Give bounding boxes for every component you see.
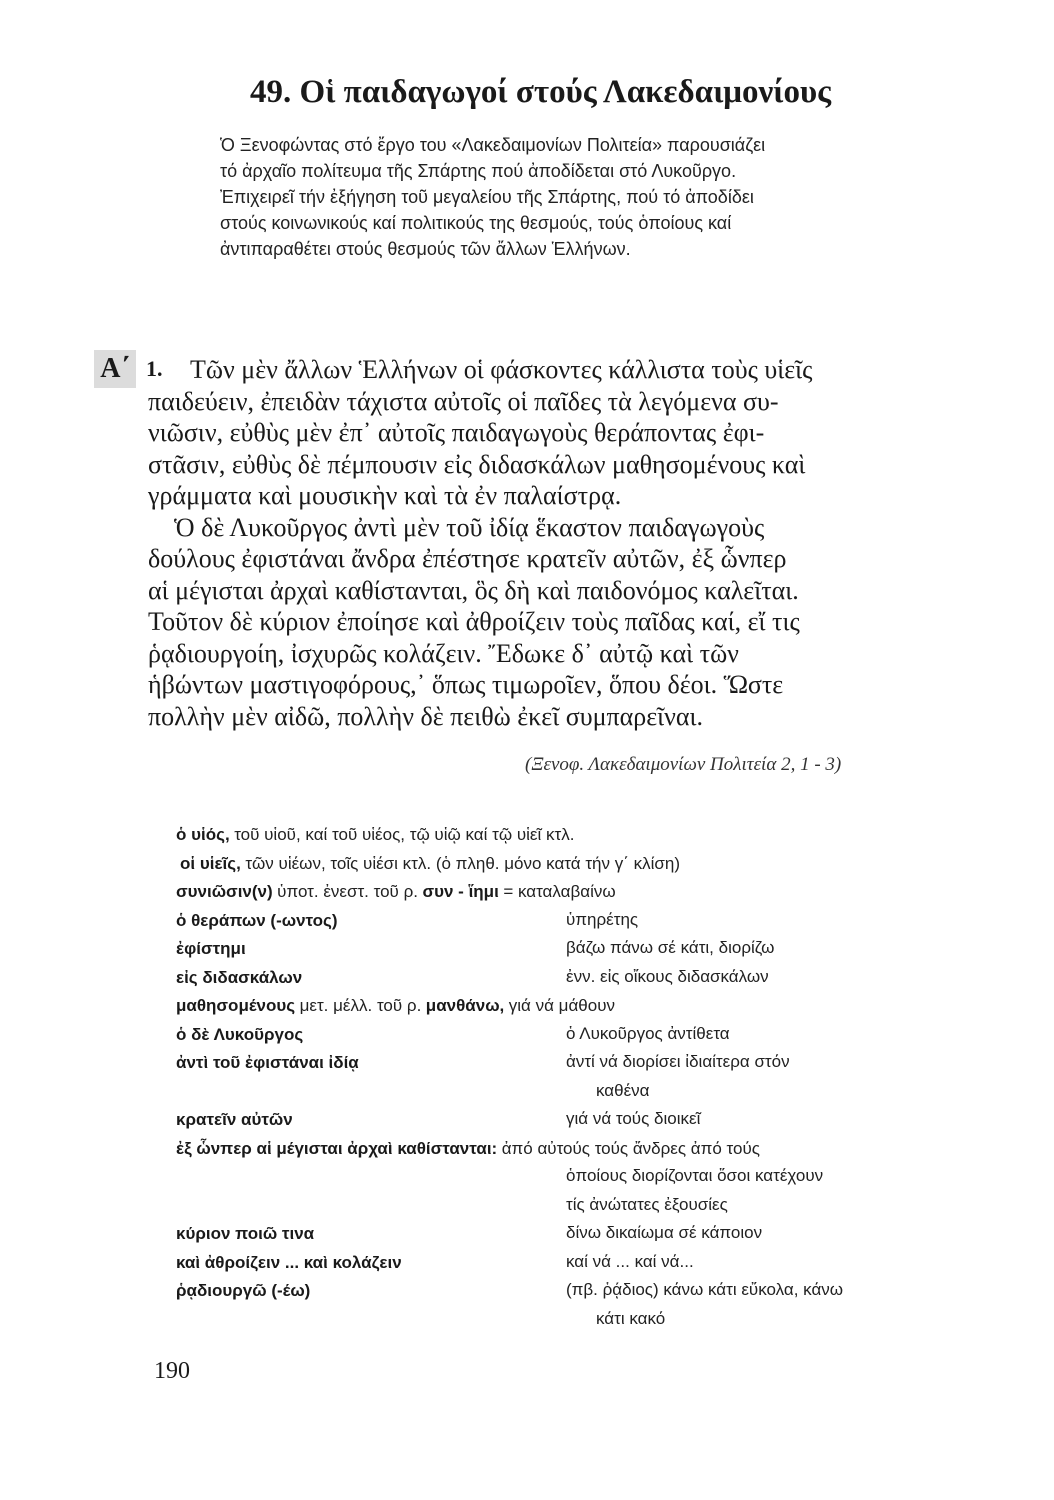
glossary-term: συνιῶσιν(ν) xyxy=(176,882,273,901)
intro-line: ἀντιπαραθέτει στούς θεσμούς τῶν ἄλλων Ἑλλήνων. xyxy=(220,239,631,259)
glossary-definition: καθένα xyxy=(596,1080,650,1100)
glossary-entry xyxy=(176,1048,996,1077)
glossary-definition: ἀπό αὐτούς τούς ἄνδρες ἀπό τούς xyxy=(501,1138,760,1158)
glossary-definition: τοῦ υἱοῦ, καί τοῦ υἱέος, τῷ υἱῷ καί τῷ υἱεῖ κτλ. xyxy=(234,825,575,844)
glossary xyxy=(176,820,996,1333)
glossary-entry xyxy=(176,1134,996,1163)
glossary-term: κρατεῖν αὐτῶν xyxy=(176,1110,293,1129)
glossary-entry xyxy=(176,1105,996,1134)
glossary-definition: ἀντί νά διορίσει ἰδιαίτερα στόν xyxy=(566,1052,790,1071)
glossary-entry xyxy=(176,1276,996,1305)
glossary-term: ὁ δὲ Λυκοῦργος xyxy=(176,1024,304,1044)
glossary-entry xyxy=(176,849,996,878)
glossary-definition: δίνω δικαίωμα σέ κάποιον xyxy=(566,1223,763,1242)
glossary-entry xyxy=(176,1020,996,1049)
glossary-entry xyxy=(176,877,996,906)
glossary-term: συν - ἵημι xyxy=(422,882,499,901)
glossary-definition: βάζω πάνω σέ κάτι, διορίζω xyxy=(566,938,775,957)
glossary-note: ὑποτ. ἐνεστ. τοῦ ρ. xyxy=(277,882,418,901)
glossary-definition: γιά νά μάθουν xyxy=(508,996,615,1015)
text-line: γράμματα καὶ μουσικὴν καὶ τὰ ἐν παλαίστρᾳ. xyxy=(148,481,622,510)
glossary-term: ἐφίστημι xyxy=(176,939,246,958)
glossary-definition: = καταλαβαίνω xyxy=(503,882,616,901)
text-line: παιδεύειν, ἐπειδὰν τάχιστα αὐτοῖς οἱ παῖδες τὰ λεγόμενα συ- xyxy=(148,386,779,416)
text-line: δούλους ἐφιστάναι ἄνδρα ἐπέστησε κρατεῖν αὐτῶν, ἐξ ὧνπερ xyxy=(148,544,787,573)
glossary-definition: ὑπηρέτης xyxy=(566,909,639,929)
page-number: 190 xyxy=(154,1358,190,1384)
text-line: ῥᾳδιουργοίη, ἰσχυρῶς κολάζειν. Ἔδωκε δ᾽ αὐτῷ καὶ τῶν xyxy=(148,638,739,668)
glossary-term: οἱ υἱεῖς, xyxy=(180,853,241,873)
glossary-entry xyxy=(176,934,996,963)
glossary-definition: ὁ Λυκοῦργος ἀντίθετα xyxy=(566,1023,730,1043)
intro-line: Ἐπιχειρεῖ τήν ἐξήγηση τοῦ μεγαλείου τῆς Σπάρτης, πού τό ἀποδίδει xyxy=(220,187,754,207)
glossary-entry xyxy=(176,1248,996,1277)
glossary-term: μαθησομένους xyxy=(176,996,296,1015)
glossary-term: μανθάνω, xyxy=(425,996,505,1015)
glossary-definition: ὁποίους διορίζονται ὅσοι κατέχουν xyxy=(566,1166,824,1185)
text-line: πολλὴν μὲν αἰδῶ, πολλὴν δὲ πειθὼ ἐκεῖ συμπαρεῖναι. xyxy=(148,701,704,731)
text-line: αἱ μέγισται ἀρχαὶ καθίστανται, ὃς δὴ καὶ παιδονόμος καλεῖται. xyxy=(148,575,799,605)
glossary-entry xyxy=(176,1219,996,1248)
glossary-term: ὁ θεράπων (-ωντος) xyxy=(176,910,338,930)
text-line: νιῶσιν, εὐθὺς μὲν ἐπ᾽ αὐτοῖς παιδαγωγοὺς θεράποντας ἐφι- xyxy=(148,418,765,447)
glossary-term: κύριον ποιῶ τινα xyxy=(176,1224,315,1243)
glossary-term: καὶ ἀθροίζειν ... καὶ κολάζειν xyxy=(176,1252,402,1272)
glossary-note: μετ. μέλλ. τοῦ ρ. xyxy=(299,996,422,1015)
glossary-continuation xyxy=(176,1162,996,1191)
text-line: ἡβώντων μαστιγοφόρους,᾽ ὅπως τιμωροῖεν, ὅπου δέοι. Ὥστε xyxy=(148,670,784,699)
ancient-text xyxy=(148,354,978,732)
intro-line: στούς κοινωνικούς καί πολιτικούς της θεσμούς, τούς ὁποίους καί xyxy=(220,213,732,233)
intro-line: Ὁ Ξενοφώντας στό ἔργο του «Λακεδαιμονίων Πολιτεία» παρουσιάζει xyxy=(220,135,766,155)
glossary-term: ῥᾳδιουργῶ (-έω) xyxy=(176,1281,311,1300)
text-line: Τοῦτον δὲ κύριον ἐποίησε καὶ ἀθροίζειν τοὺς παῖδας καί, εἴ τις xyxy=(148,607,800,636)
glossary-term: εἰς διδασκάλων xyxy=(176,967,303,987)
glossary-entry xyxy=(176,991,996,1020)
glossary-definition: καί νά ... καί νά... xyxy=(566,1251,694,1271)
lesson-title: 49. Οἱ παιδαγωγοί στούς Λακεδαιμονίους xyxy=(250,74,832,110)
paragraph-number: 1. xyxy=(146,356,163,381)
text-line: Ὁ δὲ Λυκοῦργος ἀντὶ μὲν τοῦ ἰδίᾳ ἕκαστον παιδαγωγοὺς xyxy=(174,512,765,542)
glossary-definition: γιά νά τούς διοικεῖ xyxy=(566,1109,701,1128)
source-citation: (Ξενοφ. Λακεδαιμονίων Πολιτεία 2, 1 - 3) xyxy=(525,754,842,775)
glossary-term: ἐξ ὧνπερ αἱ μέγισται ἀρχαὶ καθίστανται: xyxy=(176,1138,498,1158)
glossary-term: ὁ υἱός, xyxy=(176,825,230,844)
glossary-term: ἀντὶ τοῦ ἐφιστάναι ἰδίᾳ xyxy=(176,1053,359,1072)
glossary-definition: ἐνν. εἰς οἴκους διδασκάλων xyxy=(566,966,769,986)
glossary-continuation xyxy=(176,1305,996,1334)
intro-paragraph xyxy=(220,132,960,262)
text-line: στᾶσιν, εὐθὺς δὲ πέμπουσιν εἰς διδασκάλων μαθησομένους καὶ xyxy=(148,449,806,479)
glossary-entry xyxy=(176,963,996,992)
glossary-definition: τίς ἀνώτατες ἐξουσίες xyxy=(566,1194,728,1214)
glossary-definition: (πβ. ῥᾴδιος) κάνω κάτι εὔκολα, κάνω xyxy=(566,1280,844,1299)
section-marker: Α΄ xyxy=(94,350,136,388)
glossary-definition: κάτι κακό xyxy=(596,1308,666,1328)
glossary-continuation xyxy=(176,1191,996,1220)
glossary-entry xyxy=(176,906,996,935)
glossary-entry xyxy=(176,820,996,849)
glossary-continuation xyxy=(176,1077,996,1106)
glossary-definition: τῶν υἱέων, τοῖς υἱέσι κτλ. (ὁ πληθ. μόνο κατά τήν γ΄ κλίση) xyxy=(245,853,680,873)
text-line: Τῶν μὲν ἄλλων Ἑλλήνων οἱ φάσκοντες κάλλιστα τοὺς υἱεῖς xyxy=(190,355,813,384)
intro-line: τό ἀρχαῖο πολίτευμα τῆς Σπάρτης πού ἀποδίδεται στό Λυκοῦργο. xyxy=(220,161,737,181)
